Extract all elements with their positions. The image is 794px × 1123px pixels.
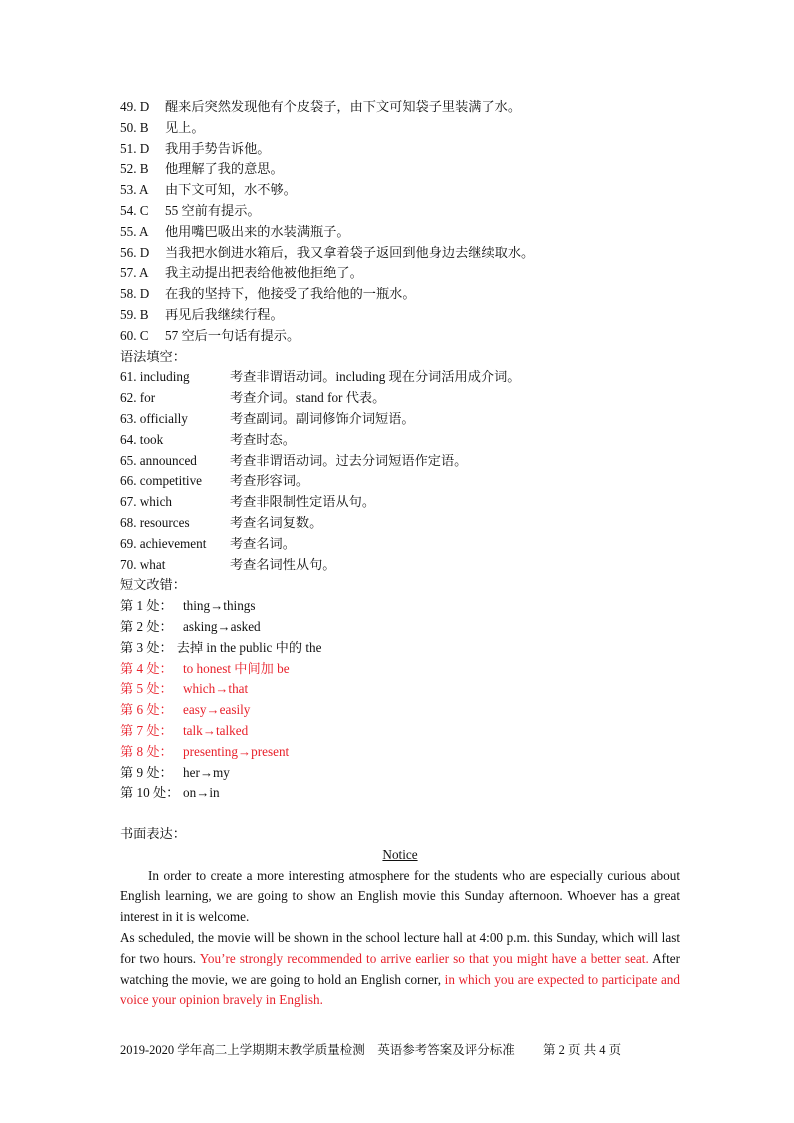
answer-line xyxy=(120,326,680,347)
correction-line xyxy=(120,783,680,804)
grammar-note: 考查非限制性定语从句。 xyxy=(230,494,376,510)
answer-number: 49. D xyxy=(120,99,150,114)
grammar-answer: 64. took xyxy=(120,431,164,447)
grammar-note: 考查非谓语动词。including 现在分词活用成介词。 xyxy=(230,369,521,385)
answer-explanation: 当我把水倒进水箱后，我又拿着袋子返回到他身边去继续取水。 xyxy=(165,244,535,260)
correction-text: 去掉 in the public 中的 the xyxy=(176,639,322,655)
grammar-answer: 67. which xyxy=(120,494,173,510)
correction-line xyxy=(120,596,680,617)
grammar-note: 考查名词复数。 xyxy=(230,514,323,530)
notice-highlight: You’re strongly recommended to arrive earlier so that you might have a better seat. xyxy=(199,950,649,966)
grammar-answer: 61. including xyxy=(120,369,190,385)
correction-label: 第 8 处： xyxy=(120,743,173,759)
answer-line xyxy=(120,201,680,222)
correction-label: 第 6 处： xyxy=(120,702,173,718)
answer-line xyxy=(120,159,680,180)
grammar-note: 考查副词。副词修饰介词短语。 xyxy=(230,410,415,426)
correction-text: presenting→present xyxy=(183,743,290,759)
grammar-answer: 70. what xyxy=(120,556,166,572)
answer-number: 50. B xyxy=(120,119,149,135)
grammar-answer: 63. officially xyxy=(120,410,188,426)
grammar-note: 考查非谓语动词。过去分词短语作定语。 xyxy=(230,452,468,468)
correction-heading: 短文改错： xyxy=(120,577,186,593)
correction-line-highlighted xyxy=(120,659,680,680)
writing-heading: 书面表达： xyxy=(120,826,186,842)
answer-number: 55. A xyxy=(120,223,149,239)
grammar-line xyxy=(120,513,680,534)
grammar-answer: 66. competitive xyxy=(120,473,203,489)
answer-number: 56. D xyxy=(120,244,150,260)
notice-paragraph-2 xyxy=(120,928,680,1011)
page-footer xyxy=(120,1040,640,1058)
answer-number: 59. B xyxy=(120,306,149,322)
correction-line-highlighted xyxy=(120,700,680,721)
correction-text: to honest 中间加 be xyxy=(183,660,290,676)
answer-number: 57. A xyxy=(120,265,149,281)
section-gap xyxy=(120,804,680,824)
grammar-line xyxy=(120,451,680,472)
answer-line xyxy=(120,180,680,201)
correction-label: 第 10 处： xyxy=(120,785,180,801)
correction-text: easy→easily xyxy=(183,702,251,718)
answer-explanation: 57 空后一句话有提示。 xyxy=(165,327,301,343)
grammar-note: 考查名词性从句。 xyxy=(230,556,336,572)
answer-number: 51. D xyxy=(120,140,150,156)
answer-number: 54. C xyxy=(120,202,149,218)
answer-number: 58. D xyxy=(120,286,150,302)
grammar-note: 考查形容词。 xyxy=(230,473,310,489)
answer-explanation: 我用手势告诉他。 xyxy=(165,140,271,156)
notice-paragraph-1: In order to create a more interesting atmosphere for the students who are especially curious about English learning, we are going to show an English movie this Sunday afternoon. Whoever has a great interest in it is welcome. xyxy=(120,867,680,925)
correction-label: 第 5 处： xyxy=(120,681,173,697)
answer-explanation: 55 空前有提示。 xyxy=(165,202,261,218)
correction-text: talk→talked xyxy=(183,722,249,738)
grammar-heading: 语法填空： xyxy=(120,348,186,364)
grammar-note: 考查时态。 xyxy=(230,431,296,447)
grammar-answers xyxy=(120,367,680,575)
grammar-answer: 62. for xyxy=(120,390,156,406)
answer-line xyxy=(120,263,680,284)
grammar-line xyxy=(120,367,680,388)
grammar-answer: 65. announced xyxy=(120,452,197,468)
answer-line xyxy=(120,139,680,160)
correction-label: 第 3 处： xyxy=(120,639,173,655)
answer-line xyxy=(120,305,680,326)
answer-number: 60. C xyxy=(120,327,149,343)
correction-line-highlighted xyxy=(120,742,680,763)
footer-title: 2019-2020 学年高二上学期期末教学质量检测 英语参考答案及评分标准 xyxy=(120,1043,515,1057)
answer-explanation: 由下文可知，水不够。 xyxy=(165,182,297,198)
answer-explanation: 他理解了我的意思。 xyxy=(165,161,284,177)
correction-answers xyxy=(120,596,680,804)
correction-line xyxy=(120,638,680,659)
answer-line xyxy=(120,97,680,118)
correction-line-highlighted xyxy=(120,679,680,700)
correction-text: on→in xyxy=(183,785,220,801)
answer-line xyxy=(120,222,680,243)
answer-explanation: 我主动提出把表给他被他拒绝了。 xyxy=(165,265,363,281)
correction-text: which→that xyxy=(183,681,249,697)
correction-line xyxy=(120,617,680,638)
correction-label: 第 7 处： xyxy=(120,722,173,738)
answer-line xyxy=(120,243,680,264)
answer-explanation: 在我的坚持下，他接受了我给他的一瓶水。 xyxy=(165,286,416,302)
grammar-answer: 68. resources xyxy=(120,514,190,530)
answer-explanation: 他用嘴巴吸出来的水装满瓶子。 xyxy=(165,223,350,239)
correction-label: 第 9 处： xyxy=(120,764,173,780)
grammar-line xyxy=(120,471,680,492)
grammar-answer: 69. achievement xyxy=(120,535,207,551)
grammar-line xyxy=(120,534,680,555)
answer-explanation: 见上。 xyxy=(165,119,205,135)
correction-text: asking→asked xyxy=(183,618,261,634)
notice-text: After watching the movie, we are going to hold an English corner, xyxy=(120,950,680,987)
correction-line xyxy=(120,763,680,784)
correction-label: 第 4 处： xyxy=(120,660,173,676)
grammar-line xyxy=(120,409,680,430)
page-number: 第 2 页 共 4 页 xyxy=(543,1043,622,1057)
answer-explanation: 再见后我继续行程。 xyxy=(165,306,284,322)
correction-label: 第 1 处： xyxy=(120,598,173,614)
grammar-line xyxy=(120,492,680,513)
answer-number: 53. A xyxy=(120,182,149,198)
answer-line xyxy=(120,118,680,139)
grammar-line xyxy=(120,430,680,451)
correction-text: thing→things xyxy=(183,598,256,614)
notice-text: As scheduled, the movie will be shown in the school lecture hall at 4:00 p.m. this Sunday, which will last for two hours. xyxy=(120,930,680,966)
reading-answers xyxy=(120,97,680,347)
answer-line xyxy=(120,284,680,305)
notice-highlight: in which you are expected to participate and voice your opinion bravely in English. xyxy=(120,971,680,1008)
answer-number: 52. B xyxy=(120,161,149,177)
grammar-note: 考查名词。 xyxy=(230,535,296,551)
answer-key-content xyxy=(120,97,680,1011)
grammar-note: 考查介词。stand for 代表。 xyxy=(230,390,386,406)
correction-line-highlighted xyxy=(120,721,680,742)
correction-label: 第 2 处： xyxy=(120,618,173,634)
grammar-line xyxy=(120,555,680,576)
notice-title: Notice xyxy=(382,846,418,862)
grammar-line xyxy=(120,388,680,409)
answer-explanation: 醒来后突然发现他有个皮袋子，由下文可知袋子里装满了水。 xyxy=(165,99,522,114)
correction-text: her→my xyxy=(183,764,230,780)
